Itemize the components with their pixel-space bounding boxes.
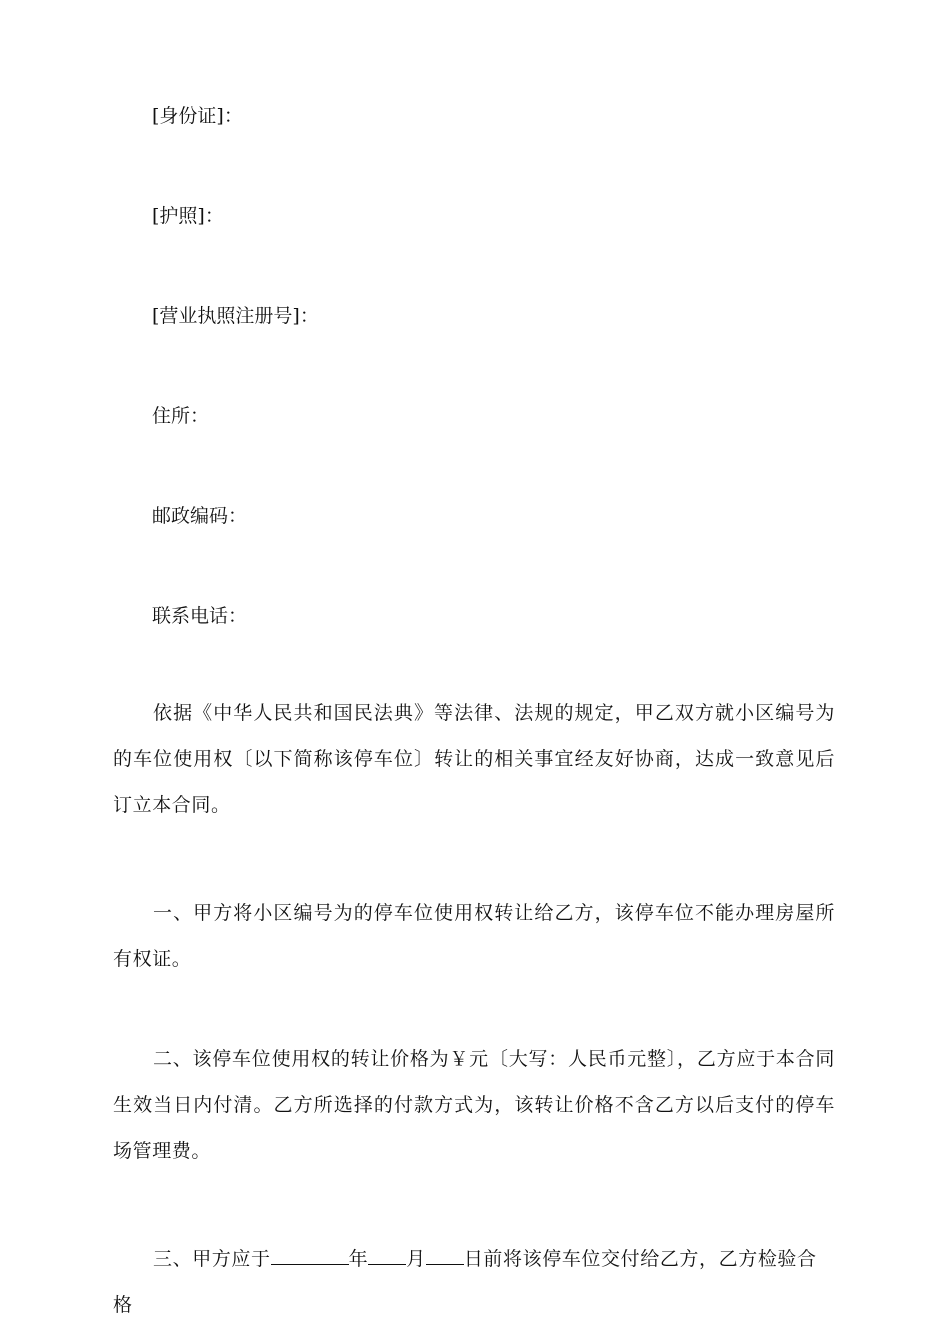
year-label: 年 <box>348 1248 369 1270</box>
day-blank <box>426 1242 464 1265</box>
clause-1-paragraph: 一、甲方将小区编号为的停车位使用权转让给乙方，该停车位不能办理房屋所有权证。 <box>113 902 835 970</box>
business-license-field-label: [营业执照注册号]： <box>152 305 319 327</box>
id-card-field-label: [身份证]： <box>152 105 243 127</box>
year-blank <box>271 1242 349 1265</box>
intro-paragraph: 依据《中华人民共和国民法典》等法律、法规的规定，甲乙双方就小区编号为的车位使用权〔以下简称该停车位〕转让的相关事宜经友好协商，达成一致意见后订立本合同。 <box>113 702 835 816</box>
clause-3-text-start: 三、甲方应于 <box>153 1248 271 1270</box>
clause-2-paragraph: 二、该停车位使用权的转让价格为￥元〔大写：人民币元整〕，乙方应于本合同生效当日内付清。乙方所选择的付款方式为，该转让价格不含乙方以后支付的停车场管理费。 <box>113 1048 835 1162</box>
month-label: 月 <box>406 1248 426 1270</box>
month-blank <box>368 1242 406 1265</box>
postal-code-field-label: 邮政编码： <box>152 505 248 527</box>
phone-field-label: 联系电话： <box>152 605 248 627</box>
address-field-label: 住所： <box>152 405 210 427</box>
passport-field-label: [护照]： <box>152 205 224 227</box>
clause-3-paragraph <box>113 1236 835 1328</box>
clause-3-text-end: 日前将该停车位交付给乙方，乙方检验合格 <box>113 1248 817 1316</box>
